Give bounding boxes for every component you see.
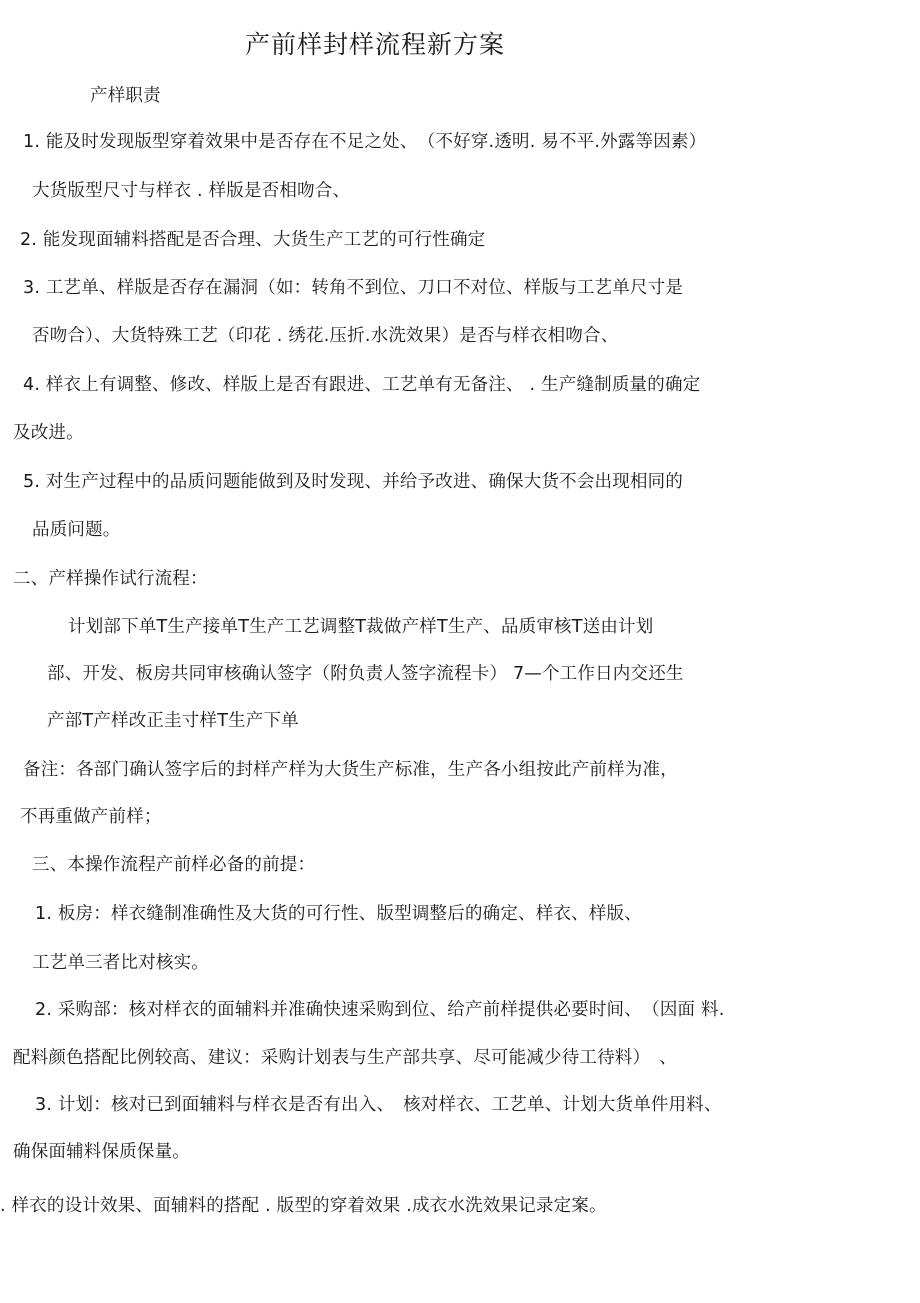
text-line: 1. 板房：样衣缝制准确性及大货的可行性、版型调整后的确定、样衣、样版、 [35, 904, 642, 924]
text-line: 否吻合）、大货特殊工艺（印花 . 绣花.压折.水洗效果）是否与样衣相吻合、 [32, 326, 619, 346]
document-title: 产前样封样流程新方案 [245, 30, 506, 59]
text-line: 备注：各部门确认签字后的封样产样为大货生产标准，生产各小组按此产前样为准， [23, 760, 678, 780]
text-line: 及改进。 [13, 423, 84, 443]
text-line: 1. 能及时发现版型穿着效果中是否存在不足之处、 （不好穿.透明. 易不平.外露等因素） [23, 132, 707, 152]
text-line: 5. 对生产过程中的品质问题能做到及时发现、并给予改进、确保大货不会出现相同的 [23, 472, 684, 492]
text-line: 4. 样衣上有调整、修改、样版上是否有跟进、工艺单有无备注、 . 生产缝制质量的确定 [23, 375, 701, 395]
text-line: 3. 工艺单、样版是否存在漏洞（如：转角不到位、刀口不对位、样版与工艺单尺寸是 [23, 278, 684, 298]
text-line: 2. 能发现面辅料搭配是否合理、大货生产工艺的可行性确定 [20, 230, 486, 250]
text-line: 确保面辅料保质保量。 [13, 1142, 190, 1162]
text-line: 品质问题。 [32, 520, 121, 540]
text-line: 产部T产样改正圭寸样T生产下单 [47, 711, 299, 731]
text-line: 大货版型尺寸与样衣 . 样版是否相吻合、 [32, 181, 351, 201]
text-line: 3. 计划：核对已到面辅料与样衣是否有出入、 核对样衣、工艺单、计划大货单件用料、 [35, 1095, 722, 1115]
text-line: 计划部下单T生产接单T生产工艺调整T裁做产样T生产、品质审核T送由计划 [68, 617, 654, 637]
text-line: 配料颜色搭配比例较高、建议：采购计划表与生产部共享、尽可能减少待工待料） 、 [13, 1048, 677, 1068]
section-heading: 三、本操作流程产前样必备的前提： [32, 855, 316, 875]
text-line: . 样衣的设计效果、面辅料的搭配 . 版型的穿着效果 .成衣水洗效果记录定案。 [0, 1196, 607, 1216]
section-heading: 二、产样操作试行流程： [13, 569, 208, 589]
text-line: 工艺单三者比对核实。 [32, 953, 209, 973]
section-heading: 产样职责 [90, 86, 161, 106]
text-line: 不再重做产前样； [20, 807, 162, 827]
text-line: 2. 采购部：核对样衣的面辅料并准确快速采购到位、给产前样提供必要时间、 （因面 料. [35, 1000, 725, 1020]
text-line: 部、开发、板房共同审核确认签字（附负责人签字流程卡） 7—个工作日内交还生 [47, 664, 684, 684]
